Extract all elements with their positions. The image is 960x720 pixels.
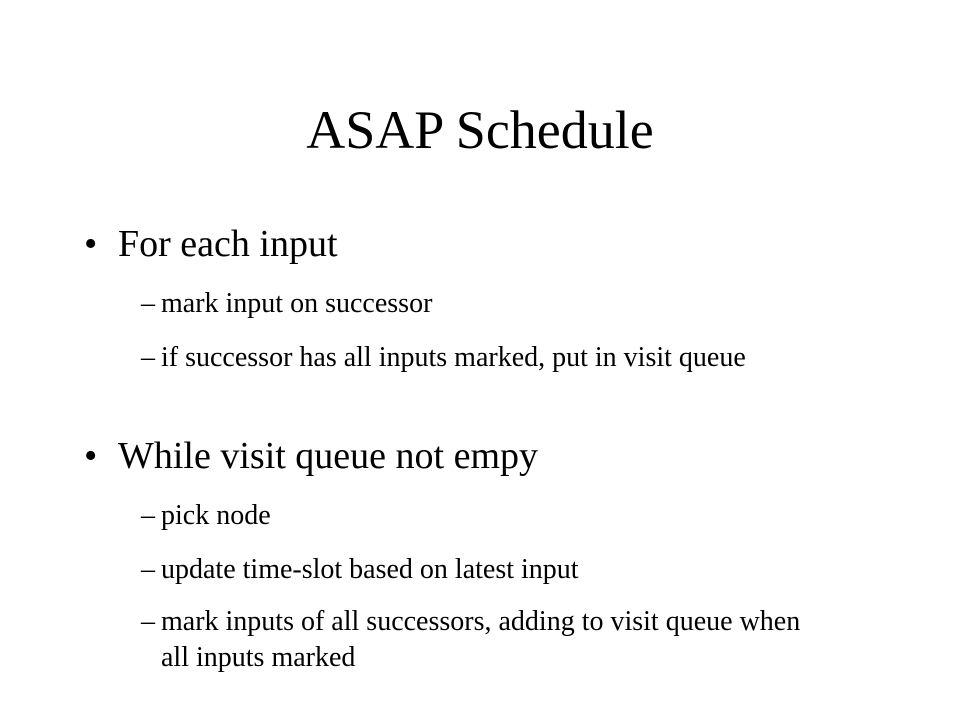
sub-bullet-marker: – <box>141 342 155 373</box>
sub-bullet-text: update time-slot based on latest input <box>161 554 579 585</box>
sub-bullet-marker: – <box>141 606 155 637</box>
sub-bullet-text: mark input on successor <box>161 288 433 319</box>
sub-bullet-marker: – <box>141 554 155 585</box>
bullet-marker: • <box>84 435 98 477</box>
bullet-text: While visit queue not empy <box>118 435 539 477</box>
sub-bullet-text: mark inputs of all successors, adding to visit queue when all inputs marked <box>161 606 801 673</box>
sub-bullet-text: if successor has all inputs marked, put in visit queue <box>161 342 746 373</box>
sub-bullet-marker: – <box>141 500 155 531</box>
bullet-marker: • <box>84 223 98 265</box>
slide-title: ASAP Schedule <box>306 100 654 160</box>
bullet-text: For each input <box>118 223 338 265</box>
sub-bullet-marker: – <box>141 288 155 319</box>
sub-bullet-text: pick node <box>161 500 271 531</box>
